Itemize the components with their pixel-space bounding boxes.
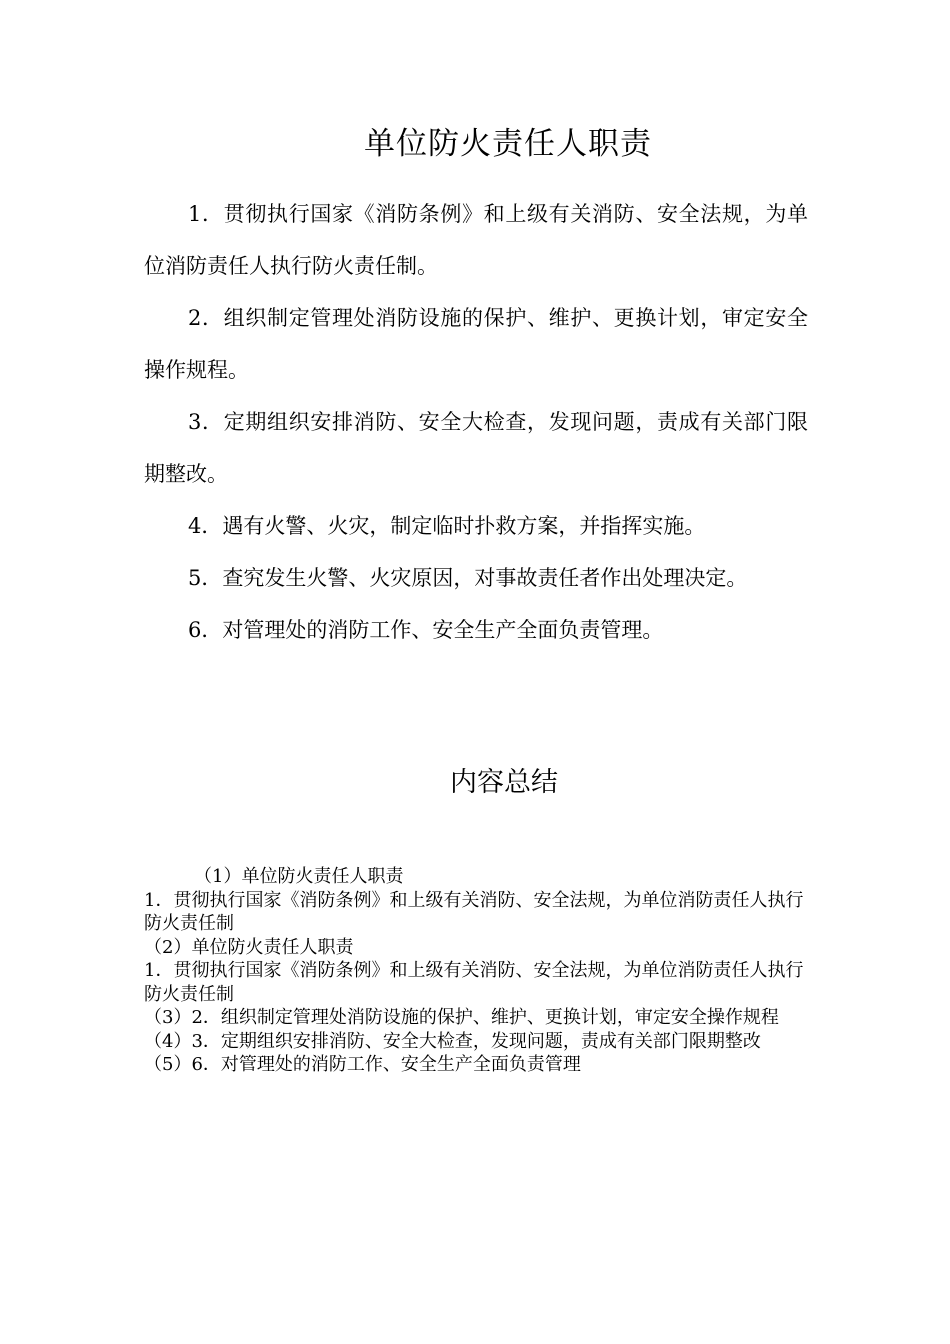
document-body [144, 188, 808, 656]
page-title: 单位防火责任人职责 [364, 126, 652, 162]
summary-line: （3）2．组织制定管理处消防设施的保护、维护、更换计划，审定安全操作规程 [144, 1007, 779, 1028]
paragraph-1: 1．贯彻执行国家《消防条例》和上级有关消防、安全法规，为单位消防责任人执行防火责任制。 [144, 202, 808, 278]
summary-line: 1．贯彻执行国家《消防条例》和上级有关消防、安全法规，为单位消防责任人执行防火责任制 [144, 960, 804, 1005]
summary-section [144, 865, 804, 1077]
paragraph-6: 6．对管理处的消防工作、安全生产全面负责管理。 [188, 618, 664, 642]
paragraph-2: 2．组织制定管理处消防设施的保护、维护、更换计划，审定安全操作规程。 [144, 306, 808, 382]
summary-title: 内容总结 [450, 767, 558, 798]
paragraph-3: 3．定期组织安排消防、安全大检查，发现问题，责成有关部门限期整改。 [144, 410, 808, 486]
summary-line: （5）6．对管理处的消防工作、安全生产全面负责管理 [144, 1054, 581, 1075]
summary-line: 1．贯彻执行国家《消防条例》和上级有关消防、安全法规，为单位消防责任人执行防火责任制 [144, 889, 804, 934]
summary-line: （4）3．定期组织安排消防、安全大检查，发现问题，责成有关部门限期整改 [144, 1030, 761, 1052]
summary-line: （1）单位防火责任人职责 [194, 866, 404, 887]
paragraph-5: 5．查究发生火警、火灾原因，对事故责任者作出处理决定。 [188, 566, 748, 590]
summary-line: （2）单位防火责任人职责 [144, 936, 354, 958]
paragraph-4: 4．遇有火警、火灾，制定临时扑救方案，并指挥实施。 [188, 514, 706, 538]
